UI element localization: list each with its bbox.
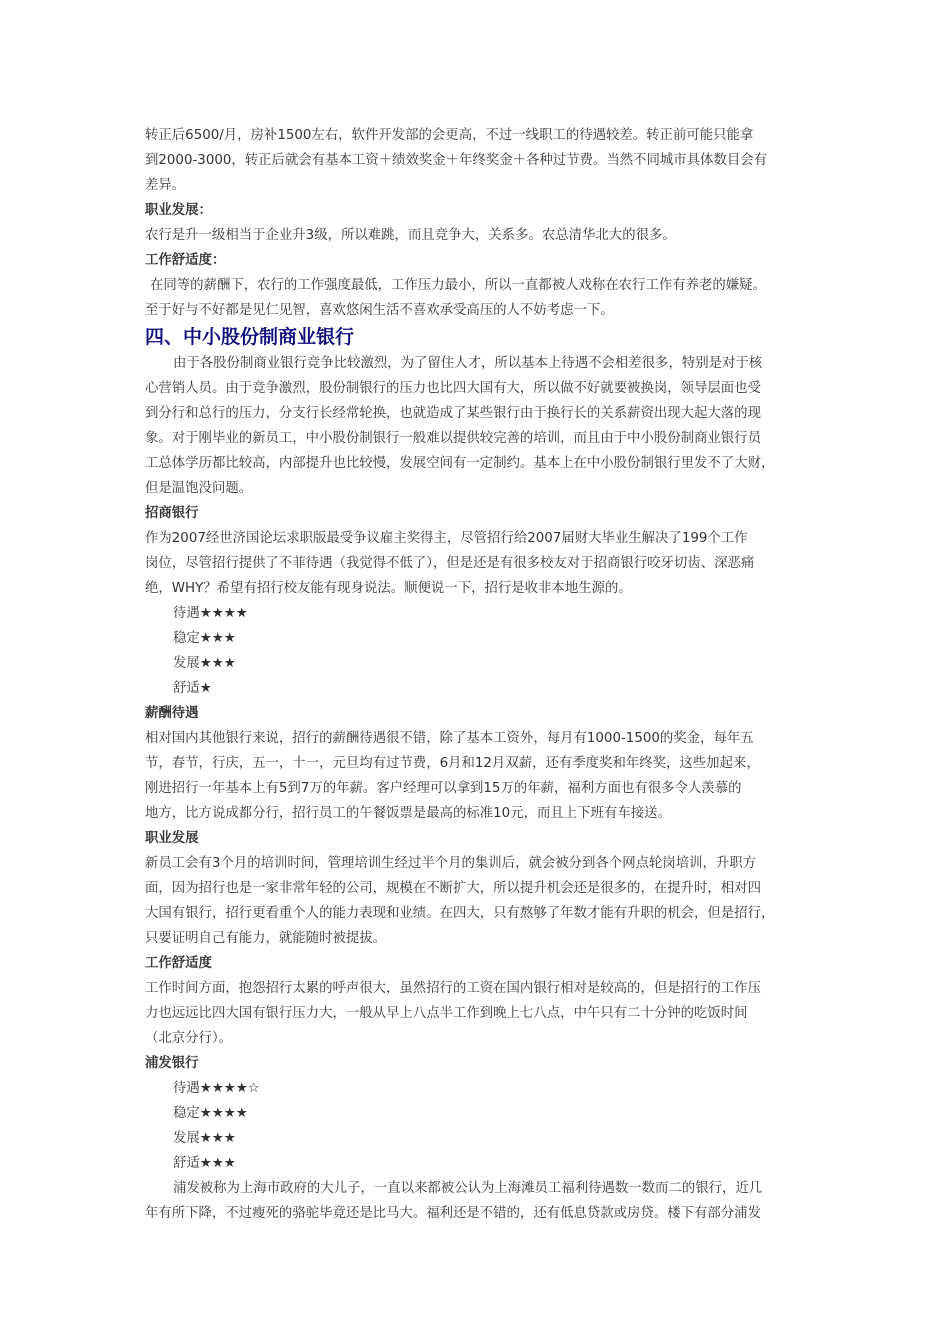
paragraph-line: 岗位，尽管招行提供了不菲待遇（我觉得不低了），但是还是有很多校友对于招商银行咬牙切齿、深恶痛 <box>145 556 755 571</box>
paragraph-line: 象。对于刚毕业的新员工，中小股份制银行一般难以提供较完善的培训，而且由于中小股份制商业银行员 <box>145 431 761 446</box>
paragraph-line: 工总体学历都比较高，内部提升也比较慢，发展空间有一定制约。基本上在中小股份制银行里发不了大财， <box>145 456 775 471</box>
paragraph-line: 但是温饱没问题。 <box>145 481 253 496</box>
paragraph-line: 由于各股份制商业银行竞争比较激烈，为了留住人才，所以基本上待遇不会相差很多，特别是对于核 <box>173 356 763 371</box>
subsection-title: 浦发银行 <box>145 1056 199 1071</box>
paragraph-line: 力也远远比四大国有银行压力大，一般从早上八点半工作到晚上七八点，中午只有二十分钟的吃饭时间 <box>145 1006 748 1021</box>
paragraph-line: 作为2007经世济国论坛求职版最受争议雇主奖得主，尽管招行给2007届财大毕业生解决了199个工作 <box>145 531 748 546</box>
paragraph-line: 舒适★ <box>173 681 212 696</box>
paragraph-line: 节，春节，行庆，五一，十一，元旦均有过节费，6月和12月双薪，还有季度奖和年终奖，这些加起来， <box>145 756 760 771</box>
subsection-title: 工作舒适度 <box>145 956 212 971</box>
paragraph-line: 绝，WHY？希望有招行校友能有现身说法。顺便说一下，招行是收非本地生源的。 <box>145 581 632 596</box>
paragraph-line: 年有所下降，不过瘦死的骆驼毕竟还是比马大。福利还是不错的，还有低息贷款或房贷。楼下有部分浦发 <box>145 1206 761 1221</box>
paragraph-line: 新员工会有3个月的培训时间，管理培训生经过半个月的集训后，就会被分到各个网点轮岗培训，升职方 <box>145 856 757 871</box>
paragraph-line: 至于好与不好都是见仁见智，喜欢悠闲生活不喜欢承受高压的人不妨考虑一下。 <box>145 303 614 318</box>
paragraph-line: 大国有银行，招行更看重个人的能力表现和业绩。在四大，只有熬够了年数才能有升职的机会，但是招行， <box>145 906 775 921</box>
subsection-title: 工作舒适度： <box>145 253 226 268</box>
document-body <box>145 123 815 1226</box>
paragraph-line: 在同等的薪酬下，农行的工作强度最低，工作压力最小，所以一直都被人戏称在农行工作有养老的嫌疑。 <box>150 278 766 293</box>
paragraph-line: 稳定★★★ <box>173 631 236 646</box>
paragraph-line: 差异。 <box>145 178 186 193</box>
paragraph-line: 工作时间方面，抱怨招行太累的呼声很大，虽然招行的工资在国内银行相对是较高的，但是招行的工作压 <box>145 981 761 996</box>
paragraph-line: 到分行和总行的压力，分支行长经常轮换，也就造成了某些银行由于换行长的关系薪资出现大起大落的现 <box>145 406 761 421</box>
paragraph-line: 待遇★★★★☆ <box>173 1081 260 1096</box>
paragraph-line: 地方，比方说成都分行，招行员工的午餐饭票是最高的标准10元，而且上下班有车接送。 <box>145 806 671 821</box>
paragraph-line: （北京分行）。 <box>145 1031 233 1046</box>
paragraph-line: 转正后6500/月，房补1500左右，软件开发部的会更高，不过一线职工的待遇较差。转正前可能只能拿 <box>145 128 754 143</box>
paragraph-line: 舒适★★★ <box>173 1156 236 1171</box>
paragraph-line: 发展★★★ <box>173 1131 236 1146</box>
subsection-title: 招商银行 <box>145 506 199 521</box>
paragraph-line: 稳定★★★★ <box>173 1106 248 1121</box>
paragraph-line: 只要证明自己有能力，就能随时被提拔。 <box>145 931 387 946</box>
paragraph-line: 浦发被称为上海市政府的大儿子，一直以来都被公认为上海滩员工福利待遇数一数而二的银行，近几 <box>173 1181 763 1196</box>
paragraph-line: 面，因为招行也是一家非常年轻的公司，规模在不断扩大，所以提升机会还是很多的，在提升时，相对四 <box>145 881 761 896</box>
paragraph-line: 相对国内其他银行来说，招行的薪酬待遇很不错，除了基本工资外，每月有1000-1500的奖金，每年五 <box>145 731 754 746</box>
section-heading: 四、中小股份制商业银行 <box>145 326 355 348</box>
paragraph-line: 待遇★★★★ <box>173 606 248 621</box>
subsection-title: 薪酬待遇 <box>145 706 199 721</box>
paragraph-line: 到2000-3000，转正后就会有基本工资＋绩效奖金＋年终奖金＋各种过节费。当然不同城市具体数目会有 <box>145 153 768 168</box>
paragraph-line: 心营销人员。由于竞争激烈，股份制银行的压力也比四大国有大，所以做不好就要被换岗，领导层面也受 <box>145 381 761 396</box>
paragraph-line: 刚进招行一年基本上有5到7万的年薪。客户经理可以拿到15万的年薪，福利方面也有很多令人羡慕的 <box>145 781 742 796</box>
subsection-title: 职业发展 <box>145 831 199 846</box>
paragraph-line: 发展★★★ <box>173 656 236 671</box>
subsection-title: 职业发展： <box>145 203 212 218</box>
paragraph-line: 农行是升一级相当于企业升3级，所以难跳，而且竞争大，关系多。农总清华北大的很多。 <box>145 228 676 243</box>
